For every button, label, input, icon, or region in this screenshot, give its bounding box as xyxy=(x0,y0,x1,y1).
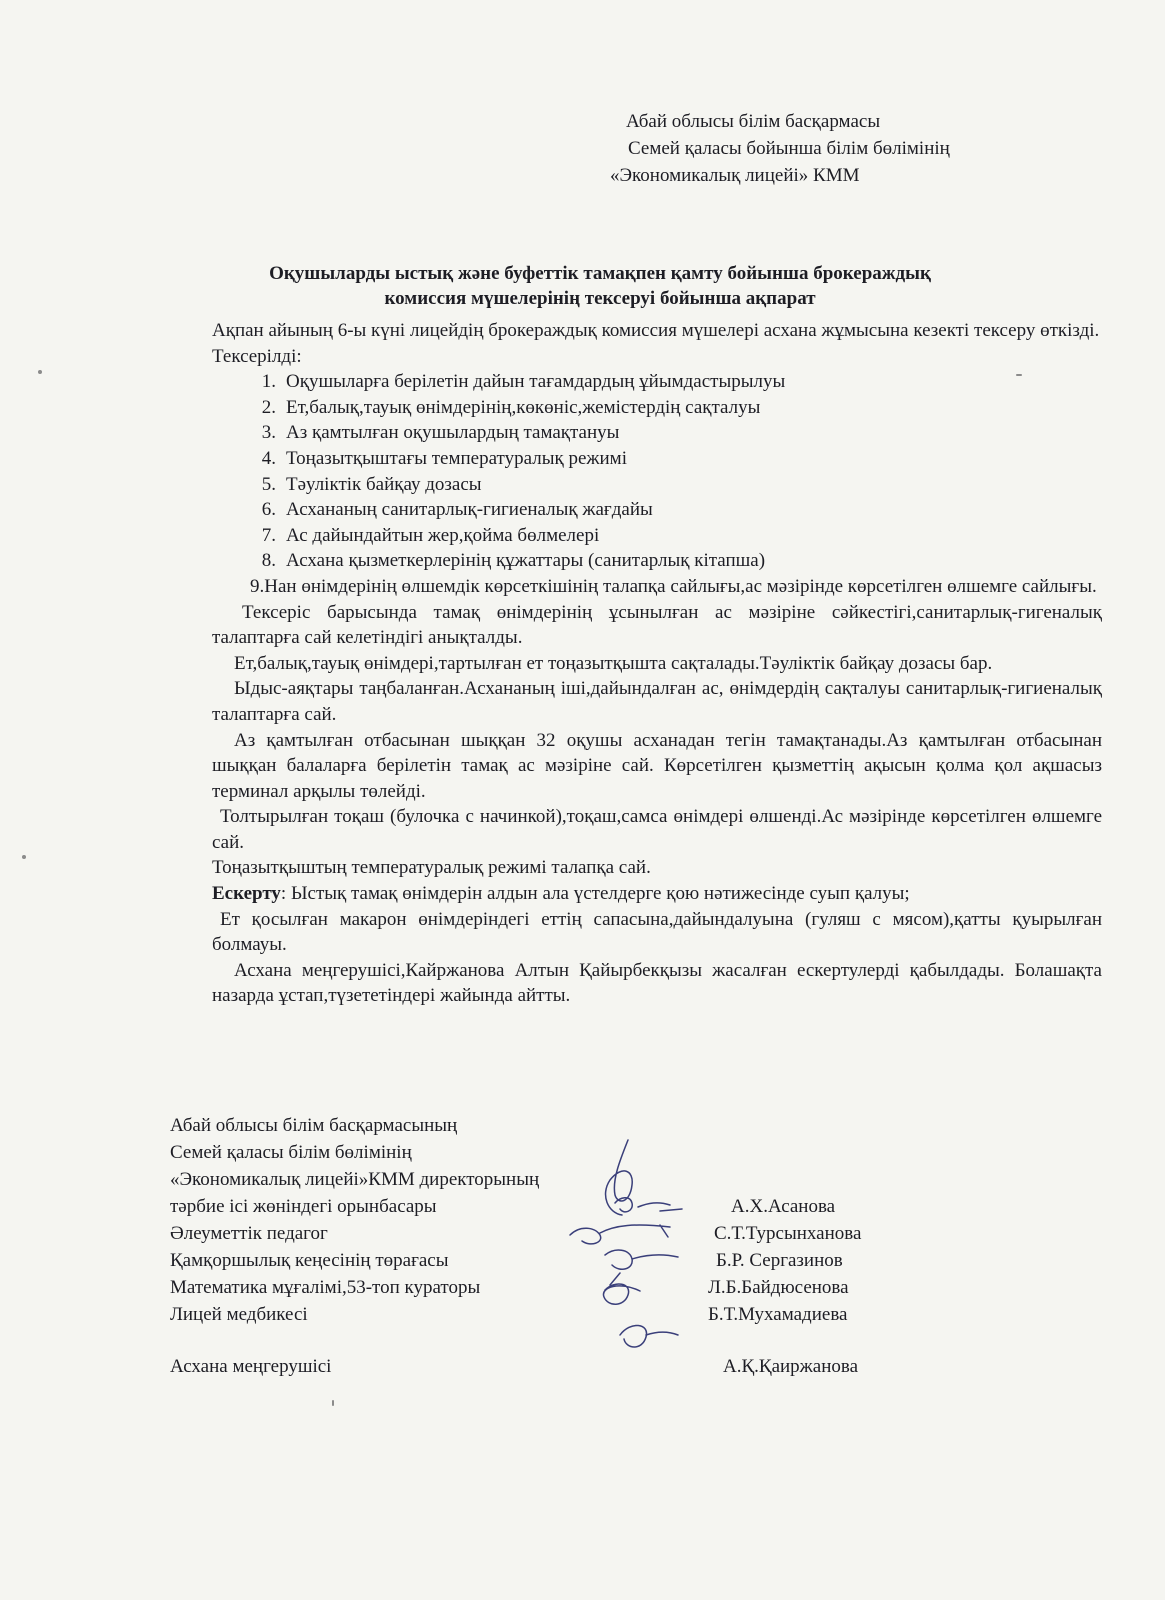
signatory-role: Лицей медбикесі xyxy=(170,1304,308,1325)
paragraph-fridge: Тоңазытқыштың температуралық режимі талапқа сай. xyxy=(212,857,651,879)
handwritten-signatures xyxy=(560,1125,720,1375)
header-line-region: Абай облысы білім басқармасы xyxy=(626,111,881,132)
signatory-role: Әлеуметтік педагог xyxy=(170,1223,328,1244)
scan-speck xyxy=(22,855,26,859)
note-label: Ескерту xyxy=(212,883,281,905)
scan-speck xyxy=(1016,374,1022,376)
signature-3 xyxy=(570,1225,670,1244)
signatory-name: А.Х.Асанова xyxy=(731,1196,836,1217)
header-line-school: «Экономикалық лицейі» КММ xyxy=(610,165,860,186)
paragraph-free-meals: Аз қамтылған отбасынан шыққан 32 оқушы асханадан тегін тамақтанады.Аз қамтылған отбасынан шыққан балаларға берілетін тамақ ас мәзіріне сай. Көрсетілген қызметтің ақысын қолма қол ақшасыз терминал арқылы төлейді. xyxy=(212,729,1102,802)
signatory-name: Б.Р. Сергазинов xyxy=(716,1250,843,1271)
list-item: 6. Асхананың санитарлық-гигиеналық жағдайы xyxy=(261,499,653,521)
paragraph-dishes: Ыдыс-аяқтары таңбаланған.Асхананың іші,дайындалған ас, өнімдердің сақталуы санитарлық-гигиеналық талаптарға сай. xyxy=(212,678,1102,725)
list-item: 7. Ас дайындайтын жер,қойма бөлмелері xyxy=(261,524,600,546)
signature-4 xyxy=(605,1250,678,1285)
intro-paragraph: Ақпан айының 6-ы күні лицейдің брокераждық комиссия мүшелері асхана жұмысына кезекті тексеру өткізді. xyxy=(212,320,1100,341)
paragraph-note xyxy=(212,881,1102,907)
signature-5 xyxy=(603,1284,640,1304)
org-line-1: Абай облысы білім басқармасының xyxy=(170,1115,458,1136)
signature-1 xyxy=(606,1140,633,1215)
checked-items-list xyxy=(212,369,1102,574)
header-line-department: Семей қаласы бойынша білім бөлімінің xyxy=(628,138,950,159)
checked-item-9: 9.Нан өнімдерінің өлшемдік көрсеткішінің талапқа сайлығы,ас мәзірінде көрсетілген өлшемге сайлығы. xyxy=(250,575,1097,597)
org-line-3: «Экономикалық лицейі»КММ директорының xyxy=(170,1169,540,1190)
note-text: : Ыстық тамақ өнімдерін алдын ала үстелдерге қою нәтижесінде суып қалуы; xyxy=(280,883,910,905)
list-item: 8. Асхана қызметкерлерінің құжаттары (санитарлық кітапша) xyxy=(261,550,766,572)
signatory-role: тәрбие ісі жөніндегі орынбасары xyxy=(170,1196,437,1217)
list-item: 5. Тәуліктік байқау дозасы xyxy=(261,473,482,495)
list-item: 2. Ет,балық,тауық өнімдерінің,көкөніс,жемістердің сақталуы xyxy=(261,396,761,418)
scan-speck xyxy=(332,1400,334,1406)
document-body xyxy=(212,318,1102,1009)
signatory-name: С.Т.Турсынханова xyxy=(714,1223,862,1244)
list-item: 1. Оқушыларға берілетін дайын тағамдардың ұйымдастырылуы xyxy=(261,371,786,393)
signatory-name: А.Қ.Қаиржанова xyxy=(723,1356,859,1377)
paragraph-pasta: Ет қосылған макарон өнімдеріндегі еттің сапасына,дайындалуына (гуляш с мясом),қатты қуырылған болмауы. xyxy=(212,908,1102,956)
signatory-name: Л.Б.Байдюсенова xyxy=(708,1277,849,1298)
paragraph-bakery: Толтырылған тоқаш (булочка с начинкой),тоқаш,самса өнімдері өлшенді.Ас мәзірінде көрсетілген өлшемге сай. xyxy=(212,806,1102,853)
signatory-name: Б.Т.Мухамадиева xyxy=(708,1304,848,1325)
signatory-role: Асхана меңгерушісі xyxy=(170,1356,332,1377)
scan-speck xyxy=(38,370,42,374)
list-item: 3. Аз қамтылған оқушылардың тамақтануы xyxy=(261,422,620,444)
organization-header xyxy=(610,108,950,189)
org-line-2: Семей қаласы білім бөлімінің xyxy=(170,1142,412,1163)
document-title xyxy=(180,261,1020,311)
list-item: 4. Тоңазытқыштағы температуралық режимі xyxy=(261,447,627,469)
checked-label: Тексерілді: xyxy=(212,345,302,367)
signature-6 xyxy=(620,1325,678,1347)
signatory-role: Математика мұғалімі,53-топ кураторы xyxy=(170,1277,481,1298)
title-line-2: комиссия мүшелерінің тексеруі бойынша ақпарат xyxy=(384,288,816,309)
paragraph-storage: Ет,балық,тауық өнімдері,тартылған ет тоңазытқышта сақталады.Тәуліктік байқау дозасы бар. xyxy=(234,652,993,674)
paragraph-findings: Тексеріс барысында тамақ өнімдерінің ұсынылған ас мәзіріне сәйкестігі,санитарлық-гигеналық талаптарға сай келетіндігі анықталды. xyxy=(212,601,1102,649)
paragraph-conclusion: Асхана меңгерушісі,Кайржанова Алтын Қайырбекқызы жасалған ескертулерді қабылдады. Болашақта назарда ұстап,түзететіндері жайында айтты. xyxy=(212,959,1102,1007)
title-line-1: Оқушыларды ыстық және буфеттік тамақпен қамту бойынша брокераждық xyxy=(269,263,931,284)
signatory-role: Қамқоршылық кеңесінің төрағасы xyxy=(170,1250,449,1271)
